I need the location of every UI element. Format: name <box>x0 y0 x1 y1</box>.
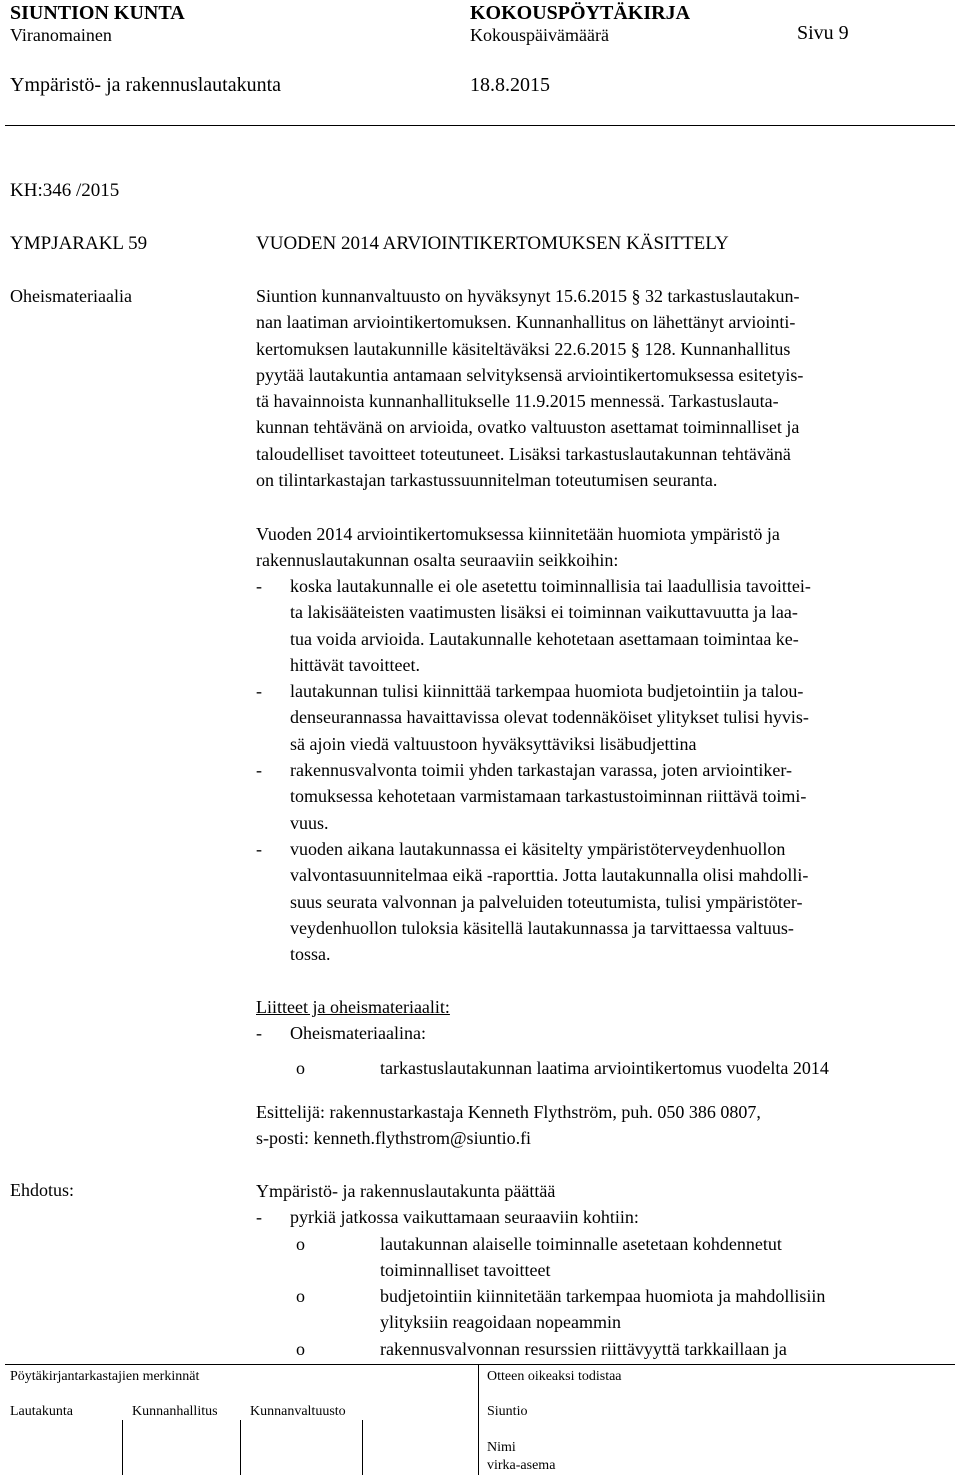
bullet-marker: o <box>296 1057 305 1078</box>
proposal-item-line: lautakunnan alaiselle toiminnalle asetetaan kohdennetut <box>380 1233 782 1254</box>
footer-column-divider <box>240 1420 241 1475</box>
presenter-email: s-posti: kenneth.flythstrom@siuntio.fi <box>256 1128 532 1149</box>
observation-line: denseurannassa havaittavissa olevat todennäköiset ylitykset tulisi hyvis- <box>290 707 809 728</box>
bullet-marker: o <box>296 1233 305 1254</box>
header-divider <box>5 125 955 126</box>
footer-position-label: virka-asema <box>487 1458 556 1473</box>
observation-line: rakennusvalvonta toimii yhden tarkastajan varassa, joten arviointiker- <box>290 760 792 781</box>
intro-line: taloudelliset tavoitteet toteutuneet. Lisäksi tarkastuslautakunnan tehtävänä <box>256 443 791 464</box>
proposal-decides: Ympäristö- ja rakennuslautakunta päättää <box>256 1181 556 1201</box>
observation-item <box>256 678 956 757</box>
observation-line: ta lakisääteisten vaatimusten lisäksi ei toiminnan vaikuttavuutta ja laa- <box>290 602 798 623</box>
municipality-name: SIUNTION KUNTA <box>10 2 185 24</box>
proposal-item-line: ylityksiin reagoidaan nopeammin <box>380 1312 621 1333</box>
proposal-aim <box>256 1204 956 1230</box>
observations-list <box>256 573 956 967</box>
dash-marker: - <box>256 681 262 702</box>
intro-line: kertomuksen lautakunnille käsiteltäväksi 22.6.2015 § 128. Kunnanhallitus <box>256 338 791 359</box>
case-title: VUODEN 2014 ARVIOINTIKERTOMUKSEN KÄSITTELY <box>256 233 729 254</box>
intro-line: on tilintarkastajan tarkastussuunnitelman toteutumisen seuranta. <box>256 470 718 491</box>
material-label: Oheismateriaalia <box>10 286 132 306</box>
proposal-aim-text: pyrkiä jatkossa vaikuttamaan seuraaviin kohtiin: <box>290 1207 639 1228</box>
presenter-line: Esittelijä: rakennustarkastaja Kenneth Flythström, puh. 050 386 0807, <box>256 1102 761 1122</box>
authority-label: Viranomainen <box>10 25 112 45</box>
observation-item <box>256 836 956 967</box>
intro-line: tä havainnoista kunnanhallitukselle 11.9.2015 mennessä. Tarkastuslauta- <box>256 391 779 412</box>
proposal-item <box>256 1336 956 1362</box>
observation-line: vuus. <box>290 812 329 833</box>
attachments-section <box>256 994 956 1081</box>
observation-line: lautakunnan tulisi kiinnittää tarkempaa huomiota budjetointiin ja talou- <box>290 681 804 702</box>
footer-vertical-divider <box>478 1364 479 1475</box>
proposal-item <box>256 1231 956 1284</box>
dash-marker: - <box>256 838 262 859</box>
attachment-item-text: tarkastuslautakunnan laatima arviointikertomus vuodelta 2014 <box>380 1057 829 1078</box>
footer-place-label: Siuntio <box>487 1404 528 1419</box>
proposal-label: Ehdotus: <box>10 1180 75 1200</box>
bullet-marker: o <box>296 1338 305 1359</box>
intro-paragraph <box>256 283 956 493</box>
kh-reference: KH:346 /2015 <box>10 180 120 201</box>
case-reference: YMPJARAKL 59 <box>10 233 148 254</box>
proposal-section <box>256 1178 956 1362</box>
observation-line: koska lautakunnalle ei ole asetettu toiminnallisia tai laadullisia tavoittei- <box>290 576 811 596</box>
dash-marker: - <box>256 760 262 781</box>
observation-line: hittävät tavoitteet. <box>290 654 420 675</box>
footer-divider <box>5 1364 955 1365</box>
footer-executive-label: Kunnanhallitus <box>132 1404 218 1419</box>
observations-intro-line: rakennuslautakunnan osalta seuraaviin seikkoihin: <box>256 550 619 571</box>
observation-line: vuoden aikana lautakunnassa ei käsitelty ympäristöterveydenhuollon <box>290 838 786 859</box>
page-number: Sivu 9 <box>797 22 849 44</box>
attachments-sub <box>256 1020 956 1046</box>
footer-board-label: Lautakunta <box>10 1404 73 1419</box>
dash-marker: - <box>256 1023 262 1044</box>
observation-line: sä ajoin viedä valtuustoon hyväksyttäviksi lisäbudjettina <box>290 733 697 754</box>
attachments-heading: Liitteet ja oheismateriaalit: <box>256 997 450 1017</box>
intro-line: nan laatiman arviointikertomuksen. Kunnanhallitus on lähettänyt arviointi- <box>256 312 796 333</box>
footer-column-divider <box>362 1420 363 1475</box>
observation-line: suus seurata valvonnan ja palveluiden toteutumista, tulisi ympäristöter- <box>290 891 803 912</box>
intro-line: Siuntion kunnanvaltuusto on hyväksynyt 15.6.2015 § 32 tarkastuslautakun- <box>256 286 800 306</box>
meeting-date: 18.8.2015 <box>470 74 550 96</box>
observation-line: tossa. <box>290 944 331 965</box>
proposal-item-line: budjetointiin kiinnitetään tarkempaa huomiota ja mahdollisiin <box>380 1286 826 1307</box>
intro-line: kunnan tehtävänä on arvioida, ovatko valtuuston asettamat toiminnalliset ja <box>256 417 800 438</box>
observation-line: veydenhuollon tuloksia käsitellä lautakunnassa ja tarvittaessa valtuus- <box>290 917 794 938</box>
footer-council-label: Kunnanvaltuusto <box>250 1404 346 1419</box>
proposal-item-line: toiminnalliset tavoitteet <box>380 1259 551 1280</box>
attachments-sub-label: Oheismateriaalina: <box>290 1023 426 1044</box>
footer-name-label: Nimi <box>487 1440 516 1455</box>
observation-line: tua voida arvioida. Lautakunnalle kehotetaan asettamaan toimintaa ke- <box>290 628 799 649</box>
presenter-info <box>256 1099 956 1152</box>
observation-item <box>256 573 956 678</box>
intro-line: pyytää lautakuntia antamaan selvityksensä arviointikertomuksessa esitetyis- <box>256 364 804 385</box>
proposal-item <box>256 1283 956 1336</box>
footer-checkers-label: Pöytäkirjantarkastajien merkinnät <box>10 1369 200 1384</box>
footer-certified-label: Otteen oikeaksi todistaa <box>487 1369 622 1384</box>
dash-marker: - <box>256 1207 262 1228</box>
bullet-marker: o <box>296 1286 305 1307</box>
observations-intro-line: Vuoden 2014 arviointikertomuksessa kiinnitetään huomiota ympäristö ja <box>256 524 780 544</box>
attachment-item <box>256 1055 956 1081</box>
observation-item <box>256 757 956 836</box>
observations-intro <box>256 521 956 574</box>
footer-column-divider <box>122 1420 123 1475</box>
proposal-item-line: rakennusvalvonnan resurssien riittävyyttä tarkkaillaan ja <box>380 1338 787 1359</box>
observation-line: valvontasuunnitelmaa eikä -raporttia. Jotta lautakunnalla olisi mahdolli- <box>290 865 809 886</box>
document-type: KOKOUSPÖYTÄKIRJA <box>470 2 691 24</box>
meeting-date-label: Kokouspäivämäärä <box>470 25 609 45</box>
observation-line: tomuksessa kehotetaan varmistamaan tarkastustoiminnan riittävä toimi- <box>290 786 807 807</box>
dash-marker: - <box>256 576 262 596</box>
authority-name: Ympäristö- ja rakennuslautakunta <box>10 74 282 96</box>
